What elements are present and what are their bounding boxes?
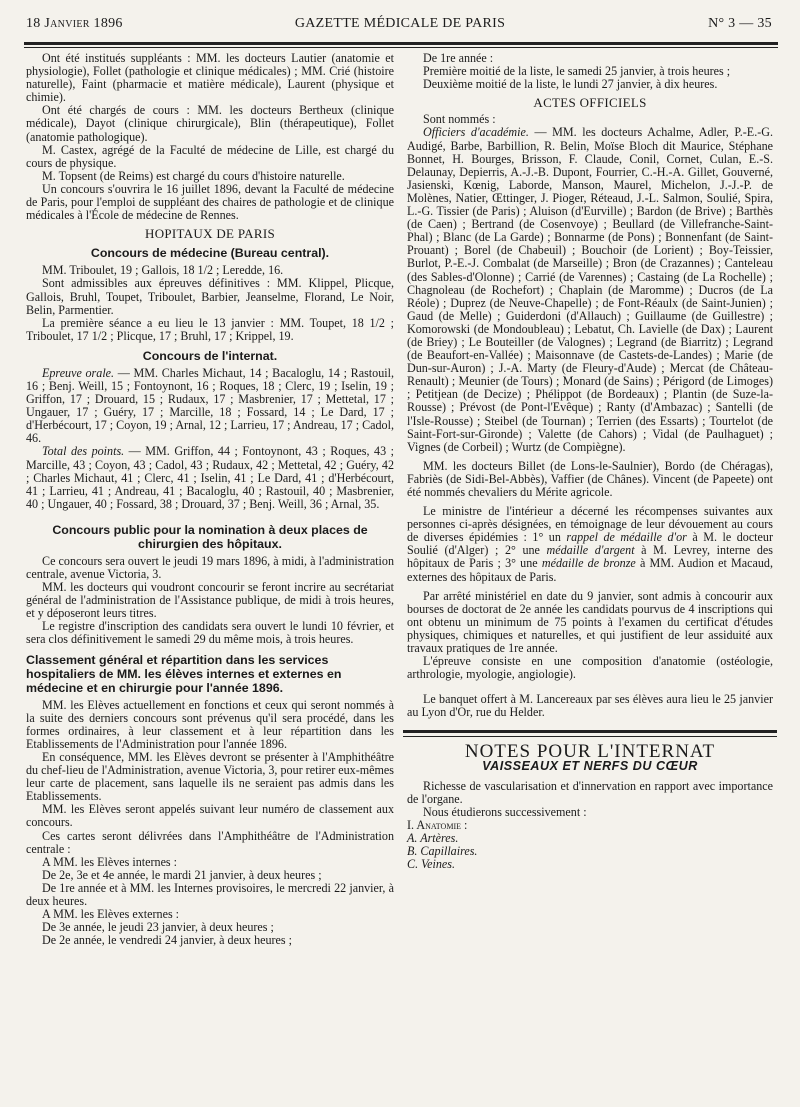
paragraph-internes: A MM. les Elèves internes : [42, 854, 178, 869]
paragraph-appel-eleves: MM. les Elèves seront appelés suivant leur numéro de classement aux concours. [26, 802, 394, 830]
text-capillaires: B. Capillaires. [407, 844, 478, 859]
text-arteres: A. Artères. [407, 831, 459, 846]
paragraph-suppleants: Ont été institués suppléants : MM. les docteurs Lautier (anatomie et physiologie), Follet (pathologie et clinique médicales) ; MM. Crié (histoire naturelle), Faint (pharmacie et matière médicale), Laurent (physique et chimie). [26, 51, 394, 105]
paragraph-sont-nommes: Sont nommés : [423, 112, 496, 127]
right-column [407, 52, 773, 871]
list-item-veines [407, 858, 773, 871]
text-medaille-bronze: médaille de bronze [541, 556, 636, 571]
header-rule-thick [24, 42, 778, 45]
paragraph-ouverture-concours: Ce concours sera ouvert le jeudi 19 mars 1896, à midi, à l'administration centrale, avenue Victoria, 3. [26, 553, 394, 581]
paragraph-concours-rennes: Un concours s'ouvrira le 16 juillet 1896, devant la Faculté de médecine de Paris, pour l'emploi de suppléant des chaires de pathologie et de clinique médicales à l'École de médecine de Rennes. [26, 181, 394, 223]
header-date: 18 Janvier 1896 [26, 16, 123, 31]
heading-actes-officiels: ACTES OFFICIELS [533, 95, 647, 111]
paragraph-epreuve-orale [26, 367, 394, 446]
paragraph-scores-medecine: MM. Triboulet, 19 ; Gallois, 18 1/2 ; Leredde, 16. [42, 263, 284, 278]
heading-vaisseaux-nerfs: VAISSEAUX ET NERFS DU CŒUR [482, 758, 698, 773]
paragraph-externes-2: De 2e année, le vendredi 24 janvier, à deux heures ; [42, 933, 293, 948]
paragraph-castex: M. Castex, agrégé de la Faculté de médecine de Lille, est chargé du cours de physique. [26, 142, 394, 170]
heading-concours-chirurgiens: Concours public pour la nomination à deux places de chirurgien des hôpitaux. [52, 522, 368, 551]
paragraph-banquet: Le banquet offert à M. Lancereaux par ses élèves aura lieu le 25 janvier au Lyon d'Or, rue du Helder. [407, 692, 773, 720]
label-total-points: Total des points. [42, 444, 125, 459]
section-rule-thick [403, 730, 777, 733]
header-title: GAZETTE MÉDICALE DE PARIS [294, 16, 506, 31]
list-item-capillaires [407, 845, 773, 858]
label-officiers-academie: Officiers d'académie. [423, 125, 529, 140]
paragraph-externes: A MM. les Elèves externes : [42, 907, 180, 922]
text-rappel-medaille-or: rappel de médaille d'or [566, 530, 687, 545]
section-rule-thin [403, 736, 777, 737]
header-rule-thin [24, 47, 778, 48]
header-issue-page: N° 3 — 35 [708, 16, 772, 31]
text-recompenses-3: à M. Levrey, interne des hôpitaux de Paris ; 3° une [407, 543, 773, 571]
heading-concours-medecine: Concours de médecine (Bureau central). [90, 246, 330, 261]
paragraph-richesse: Richesse de vascularisation et d'innervation en rapport avec importance de l'organe. [407, 778, 773, 806]
paragraph-topsent: M. Topsent (de Reims) est chargé du cours d'histoire naturelle. [42, 168, 345, 183]
heading-notes-internat: NOTES POUR L'INTERNAT [464, 740, 716, 762]
paragraph-premiere-seance: La première séance a eu lieu le 13 janvier : MM. Toupet, 18 1/2 ; Triboulet, 17 1/2 ; Plicque, 17 ; Bruhl, 17 ; Krippel, 19. [26, 315, 394, 343]
paragraph-successivement: Nous étudierons successivement : [423, 804, 587, 819]
text-total-points: — MM. Griffon, 44 ; Fontoynont, 43 ; Roques, 43 ; Marcille, 43 ; Coyon, 43 ; Cadol, 43 ; Rudaux, 42 ; Mettetal, 42 ; Guéry, 42 ; Charles Michaut, 41 ; Clerc, 41 ; Iselin, 41 ; Le Dard, 41 ; d'Herbécourt, 41 ; Larrieu, 41 ; Andreau, 41 ; Bacaloglu, 40 ; Rastouil, 40 ; Masbrenier, 40 ; Ungauer, 40 ; Fossard, 38 ; Drouard, 37 ; Benj. Weill, 36 ; Arnal, 35. [26, 444, 394, 511]
list-item-anatomie [407, 819, 773, 832]
text-recompenses-2: à M. le docteur Soulié (d'Alger) ; 2° une [407, 530, 773, 558]
text-officiers-academie: — MM. les docteurs Achalme, Adler, P.-E.-G. Audigé, Barbe, Barbillion, R. Belin, Moïse Bloch dit Maurice, Stéphane Bonnet, H. Bourges, Brisson, F. Claude, Conil, Cornet, Culan, E.-S. Delaunay, Depierris, A.-J.-B. Dupont, Fourrier, C.-H.-A. Gillet, Gouverné, Jasienski, Kœnig, Laborde, Manson, Maurel, Michelon, J.-J.-P. de Molènes, Natier, Œttinger, J. Pioger, Réteaud, J.-L. Salmon, Soulié, Spira, L.-G. Tissier (de Paris) ; Aluison (d'Eurville) ; Bardon (de Brive) ; Barthès (de Caen) ; Bertrand (de Cosenvoye) ; Beullard (de Villefranche-Saint-Phal) ; Blanc (de La Garde) ; Bonnarme (de Pons) ; Bonnenfant (de Saint-Prouant) ; Borel (de Chabeuil) ; Bouchoir (de Lorient) ; Boy-Teissier, Burlot, P.-E.-J. Combalat (de Marseille) ; Bron (de Crazannes) ; Canteleau (des Sables-d'Olonne) ; Carrié (de Varennes) ; Castaing (de La Rochelle) ; Chagnoleau (de Rochefort) ; Chaplain (de Maromme) ; Ducros (de La Réole) ; Duprez (de Neuve-Chapelle) ; de Font-Réaulx (de Saint-Junien) ; Gaud (de Melle) ; Guiderdoni (d'Allauch) ; Guillaume (de Guillestre) ; Komorowski (de Mondoubleau) ; Lebatut, Ch. Lavielle (de Dax) ; Laurent (de Briey) ; Le Bouteiller (de Valognes) ; Legrand (de Biarritz) ; Legrand (de Beaufort-en-Vallée) ; Maisonnave (de Castets-de-Landes) ; Marie (de Dun-sur-Auron) ; J.-A. Marty (de Fleury-d'Aude) ; Mercat (de Château-Renault) ; Meunier (de Tours) ; Monard (de Sains) ; Périgord (de Limoges) ; Petitjean (de Decize) ; Phélippot (de Bordeaux) ; Plantin (de Suze-la-Rousse) ; Prévost (de Pont-l'Evêque) ; Ranty (d'Ambazac) ; Santelli (de l'Isle-Rousse) ; Steibel (de Tournan) ; Terrien (des Essarts) ; Tourtelot (de Saint-Fort-sur-Gironde) ; Valette (de Cahors) ; Vidal (de Paulhaguet) ; Vignes (de Corbeil) ; Wurtz (de Compiègne). [407, 125, 773, 454]
text-recompenses-1: Le ministre de l'intérieur a décerné les récompenses suivantes aux personnes ci-après désignées, en témoignage de leur dévouement au cours de diverses épidémies : 1° un [407, 504, 773, 545]
paragraph-consequence: En conséquence, MM. les Elèves devront se présenter à l'Amphithéâtre du chef-lieu de l'Administration, avenue Victoria, 3, pour retirer eux-mêmes leur carte de placement, sans laquelle ils ne seraient pas admis dans les Etablissements. [26, 749, 394, 804]
paragraph-externes-3: De 3e année, le jeudi 23 janvier, à deux heures ; [42, 920, 274, 935]
paragraph-eleves-fonctions: MM. les Elèves actuellement en fonctions et ceux qui seront nommés à la suite des derniers concours sont prévenus qu'il sera procédé, dans les formes ordinaires, à leur classement et à leur répartition dans les Etablissements de l'Administration pour l'année 1896. [26, 697, 394, 751]
text-epreuve-orale: — MM. Charles Michaut, 14 ; Bacaloglu, 14 ; Rastouil, 16 ; Benj. Weill, 15 ; Fontoynont, 16 ; Roques, 18 ; Clerc, 19 ; Iselin, 19 ; Griffon, 17 ; Drouard, 15 ; Rudaux, 17 ; Masbrenier, 17 ; Mettetal, 17 ; Ungauer, 17 ; Guéry, 17 ; Marcille, 18 ; Fossard, 14 ; Le Dard, 17 ; d'Herbécourt, 17 ; Coyon, 19 ; Arnal, 12 ; Larrieu, 17 ; Andreau, 17 ; Cadol, 46. [26, 365, 394, 446]
paragraph-cartes: Ces cartes seront délivrées dans l'Amphithéâtre de l'Administration centrale : [26, 828, 394, 856]
heading-classement-general: Classement général et répartition dans les services hospitaliers de MM. les élèves internes et externes en médecine et en chirurgie pour l'année 1896. [26, 652, 342, 695]
paragraph-charges-de-cours: Ont été chargés de cours : MM. les docteurs Bertheux (clinique médicale), Dayot (clinique chirurgicale), Blin (thérapeutique), Follet (anatomie pathologique). [26, 103, 394, 144]
label-epreuve-orale: Epreuve orale. [42, 365, 115, 380]
paragraph-merite-agricole: MM. les docteurs Billet (de Lons-le-Saulnier), Bordo (de Chéragas), Fabriès (de Sidi-Bel-Abbès), Vaffier (de Chânes). Vincent (de Papeete) ont été nommés chevaliers du Mérite agricole. [407, 458, 773, 499]
paragraph-admissibles: Sont admissibles aux épreuves définitives : MM. Klippel, Plicque, Gallois, Bruhl, Toupet, Triboulet, Barbier, Jeanselme, Florand, Le Noir, Belin, Parmentier. [26, 276, 394, 317]
heading-hopitaux: HOPITAUX DE PARIS [145, 226, 275, 242]
paragraph-registre: Le registre d'inscription des candidats sera ouvert le lundi 10 février, et sera clos définitivement le samedi 29 du même mois, à trois heures. [26, 619, 394, 647]
paragraph-premiere-moitie: Première moitié de la liste, le samedi 25 janvier, à trois heures ; [423, 64, 731, 79]
paragraph-recompenses [407, 505, 773, 584]
text-medaille-argent: médaille d'argent [546, 543, 635, 558]
text-anatomie: I. Anatomie : [407, 817, 468, 832]
text-veines: C. Veines. [407, 857, 456, 872]
text-recompenses-4: à MM. Audion et Macaud, externes des hôpitaux de Paris. [407, 556, 773, 584]
left-column [26, 52, 394, 947]
paragraph-epreuve-anatomie: L'épreuve consiste en une composition d'anatomie (ostéologie, arthrologie, myologie, angiologie). [407, 654, 773, 682]
paragraph-total-points [26, 445, 394, 510]
paragraph-bourses-doctorat: Par arrêté ministériel en date du 9 janvier, sont admis à concourir aux bourses de doctorat de 2e année les candidats pourvus de 4 inscriptions qui ont obtenu un minimum de 75 points à l'examen du certificat d'études physiques, chimiques et naturelles, et qui justifient de leur assiduité aux travaux pratiques de 1re année. [407, 588, 773, 656]
page-header [20, 10, 780, 36]
heading-concours-internat: Concours de l'internat. [142, 348, 278, 363]
paragraph-premiere-annee: De 1re année : [423, 51, 494, 65]
paragraph-internes-1: De 1re année et à MM. les Internes provisoires, le mercredi 22 janvier, à deux heures. [26, 880, 394, 908]
paragraph-inscription-docteurs: MM. les docteurs qui voudront concourir se feront incrire au secrétariat général de l'administration de l'Assistance publique, de midi à trois heures, et y déposeront leurs titres. [26, 580, 394, 621]
paragraph-deuxieme-moitie: Deuxième moitié de la liste, le lundi 27 janvier, à dix heures. [423, 77, 718, 92]
paragraph-internes-234: De 2e, 3e et 4e année, le mardi 21 janvier, à deux heures ; [42, 867, 322, 882]
paragraph-officiers-academie [407, 126, 773, 453]
